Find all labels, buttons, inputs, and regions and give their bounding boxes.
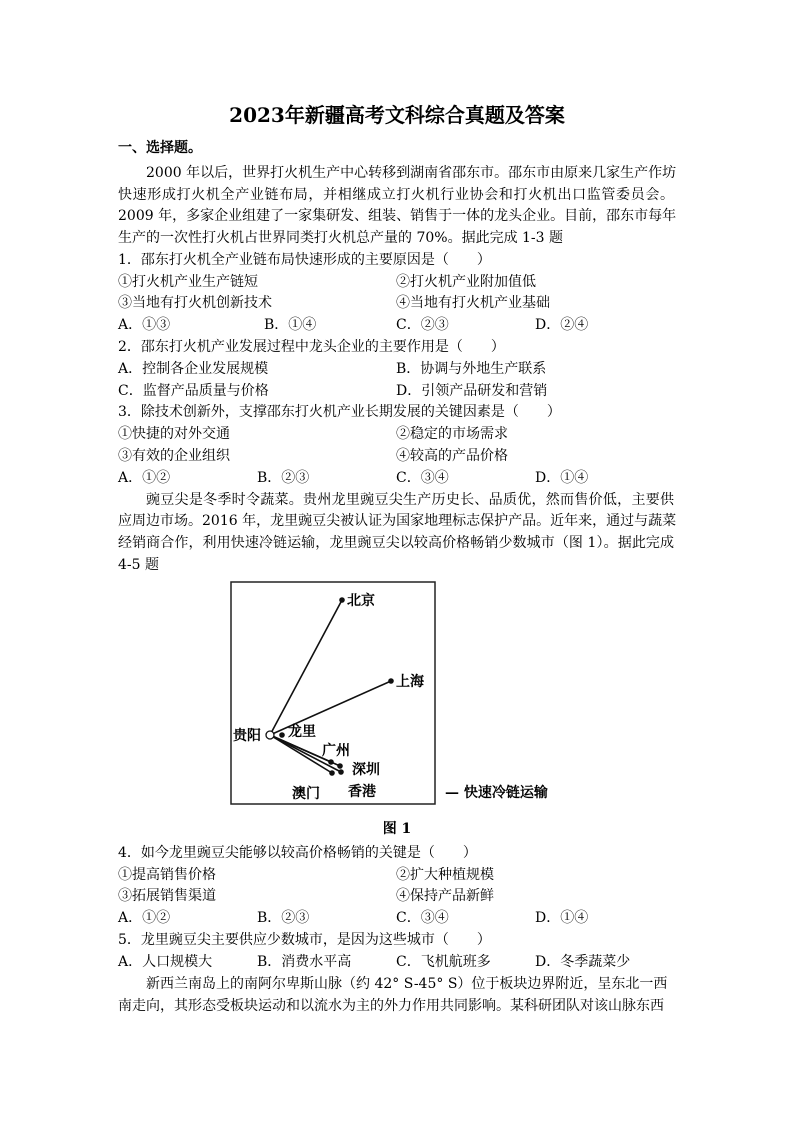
- q1-choice-d: D．②④: [535, 317, 589, 333]
- map-legend: — 快速冷链运输: [445, 785, 548, 801]
- q1-stem: 1．邵东打火机全产业链布局快速形成的主要原因是（ ）: [118, 252, 491, 268]
- dot-guiyang: [266, 731, 274, 739]
- q3-opt: ③有效的企业组织: [118, 448, 230, 464]
- q3-opt: ④较高的产品价格: [396, 448, 508, 464]
- q2-choice-d: D．引领产品研发和营销: [396, 383, 548, 399]
- q4-opt: ①提高销售价格: [118, 867, 216, 883]
- q4-stem: 4．如今龙里豌豆尖能够以较高价格畅销的关键是（ ）: [118, 845, 477, 861]
- q5-choice-b: B．消费水平高: [257, 954, 352, 970]
- q3-opt: ①快捷的对外交通: [118, 426, 230, 442]
- q2-choice-a: A．控制各企业发展规模: [118, 361, 269, 377]
- dot-xianggang: [338, 769, 344, 775]
- dot-guangzhou: [328, 759, 334, 765]
- para1-line: 2009 年，多家企业组建了一家集研发、组装、销售于一体的龙头企业。目前，邵东市每年: [118, 208, 677, 224]
- label-shenzhen: 深圳: [352, 762, 380, 778]
- q2-choice-b: B．协调与外地生产联系: [396, 361, 547, 377]
- para3-line: 新西兰南岛上的南阿尔卑斯山脉（约 42° S-45° S）位于板块边界附近，呈东北一西: [146, 976, 668, 992]
- label-guiyang: 贵阳: [233, 728, 261, 744]
- label-xianggang: 香港: [348, 784, 376, 800]
- q1-opt: ②打火机产业附加值低: [396, 274, 536, 290]
- q4-opt: ③拓展销售渠道: [118, 888, 216, 904]
- para3-line: 南走向，其形态受板块运动和以流水为主的外力作用共同影响。某科研团队对该山脉东西: [118, 998, 664, 1014]
- label-longli: 龙里: [288, 724, 316, 740]
- q1-choice-a: A．①③: [118, 317, 171, 333]
- q3-choice-a: A．①②: [118, 470, 171, 486]
- q3-choice-d: D．①④: [535, 470, 589, 486]
- q4-choice-d: D．①④: [535, 910, 589, 926]
- q4-choice-a: A．①②: [118, 910, 171, 926]
- figure-caption: 图 1: [382, 821, 412, 837]
- para2-line: 4-5 题: [118, 557, 159, 573]
- para2-line: 经销商合作，利用快速冷链运输，龙里豌豆尖以较高价格畅销少数城市（图 1）。据此完成: [118, 535, 674, 551]
- q5-choice-d: D．冬季蔬菜少: [535, 954, 631, 970]
- q3-choice-c: C．③④: [396, 470, 449, 486]
- q3-stem: 3．除技术创新外，支撑邵东打火机产业长期发展的关键因素是（ ）: [118, 404, 561, 420]
- dot-shenzhen: [337, 763, 343, 769]
- label-shanghai: 上海: [396, 674, 424, 690]
- q3-choice-b: B．②③: [257, 470, 310, 486]
- para1-line: 2000 年以后，世界打火机生产中心转移到湖南省邵东市。邵东市由原来几家生产作坊: [146, 165, 677, 181]
- q1-opt: ③当地有打火机创新技术: [118, 295, 272, 311]
- q4-opt: ④保持产品新鲜: [396, 888, 494, 904]
- q3-opt: ②稳定的市场需求: [396, 426, 508, 442]
- q4-choice-b: B．②③: [257, 910, 310, 926]
- q2-stem: 2．邵东打火机产业发展过程中龙头企业的主要作用是（ ）: [118, 339, 505, 355]
- q5-stem: 5．龙里豌豆尖主要供应少数城市，是因为这些城市（ ）: [118, 932, 491, 948]
- q1-opt: ①打火机产业生产链短: [118, 274, 258, 290]
- q5-choice-c: C．飞机航班多: [396, 954, 491, 970]
- q1-opt: ④当地有打火机产业基础: [396, 295, 550, 311]
- dot-beijing: [339, 597, 345, 603]
- q5-choice-a: A．人口规模大: [118, 954, 213, 970]
- page-title: 2023年新疆高考文科综合真题及答案: [229, 103, 565, 127]
- route-beijing: [270, 600, 342, 735]
- para2-line: 豌豆尖是冬季时令蔬菜。贵州龙里豌豆尖生产历史长、品质优，然而售价低，主要供: [146, 492, 674, 508]
- q1-choice-b: B．①④: [264, 317, 317, 333]
- para1-line: 生产的一次性打火机占世界同类打火机总产量的 70%。据此完成 1-3 题: [118, 230, 564, 246]
- q2-choice-c: C．监督产品质量与价格: [118, 383, 269, 399]
- label-aomen: 澳门: [292, 786, 320, 802]
- dot-shanghai: [388, 678, 394, 684]
- dot-longli: [279, 732, 285, 738]
- dot-aomen: [329, 770, 335, 776]
- label-guangzhou: 广州: [322, 743, 350, 759]
- q4-choice-c: C．③④: [396, 910, 449, 926]
- q1-choice-c: C．②③: [396, 317, 449, 333]
- para1-line: 快速形成打火机全产业链布局，并相继成立打火机行业协会和打火机出口监管委员会。: [118, 187, 674, 203]
- para2-line: 应周边市场。2016 年，龙里豌豆尖被认证为国家地理标志保护产品。近年来，通过与蔬菜: [118, 513, 677, 529]
- q4-opt: ②扩大种植规模: [396, 867, 494, 883]
- section-heading: 一、选择题。: [118, 140, 202, 156]
- label-beijing: 北京: [347, 593, 375, 609]
